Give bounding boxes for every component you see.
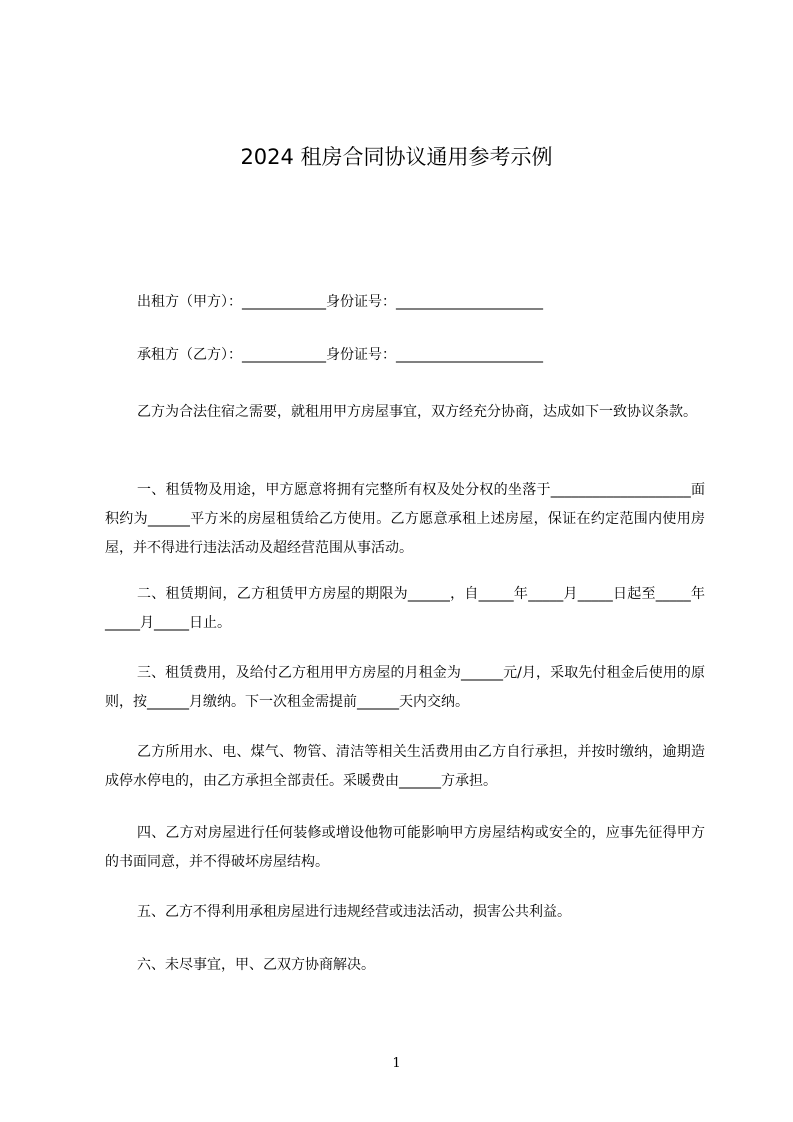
clause-6-paragraph: 六、未尽事宜，甲、乙双方协商解决。 (137, 957, 375, 973)
clause-4-paragraph: 四、乙方对房屋进行任何装修或增设他物可能影响甲方房屋结构或安全的，应事先征得甲方的书面同意，并不得破坏房屋结构。 (105, 825, 705, 870)
document-title: 2024 租房合同协议通用参考示例 (240, 145, 553, 169)
page-number: 1 (392, 1056, 401, 1071)
intro-paragraph: 乙方为合法住宿之需要，就租用甲方房屋事宜，双方经充分协商，达成如下一致协议条款。 (137, 404, 697, 420)
clause-2-paragraph: 二、租赁期间，乙方租赁甲方房屋的期限为______，自_____年_____月_____日起至_____年_____月_____日止。 (105, 586, 705, 631)
clause-1-paragraph: 一、租赁物及用途，甲方愿意将拥有完整所有权及处分权的坐落于____________________面积约为______平方米的房屋租赁给乙方使用。乙方愿意承租上述房屋，保证在约定范围内使用房屋，并不得进行违法活动及超经营范围从事活动。 (105, 482, 705, 556)
clause-5-paragraph: 五、乙方不得利用承租房屋进行违规经营或违法活动，损害公共利益。 (137, 904, 571, 920)
clause-3-paragraph: 三、租赁费用，及给付乙方租用甲方房屋的月租金为______元/月，采取先付租金后使用的原则，按______月缴纳。下一次租金需提前______天内交纳。 (105, 665, 705, 710)
lessor-line: 出租方（甲方）：____________身份证号：_____________________ (137, 294, 543, 310)
lessee-line: 承租方（乙方）：____________身份证号：_____________________ (137, 347, 543, 363)
utilities-paragraph: 乙方所用水、电、煤气、物管、清洁等相关生活费用由乙方自行承担，并按时缴纳，逾期造成停水停电的，由乙方承担全部责任。采暖费由______方承担。 (105, 744, 705, 789)
